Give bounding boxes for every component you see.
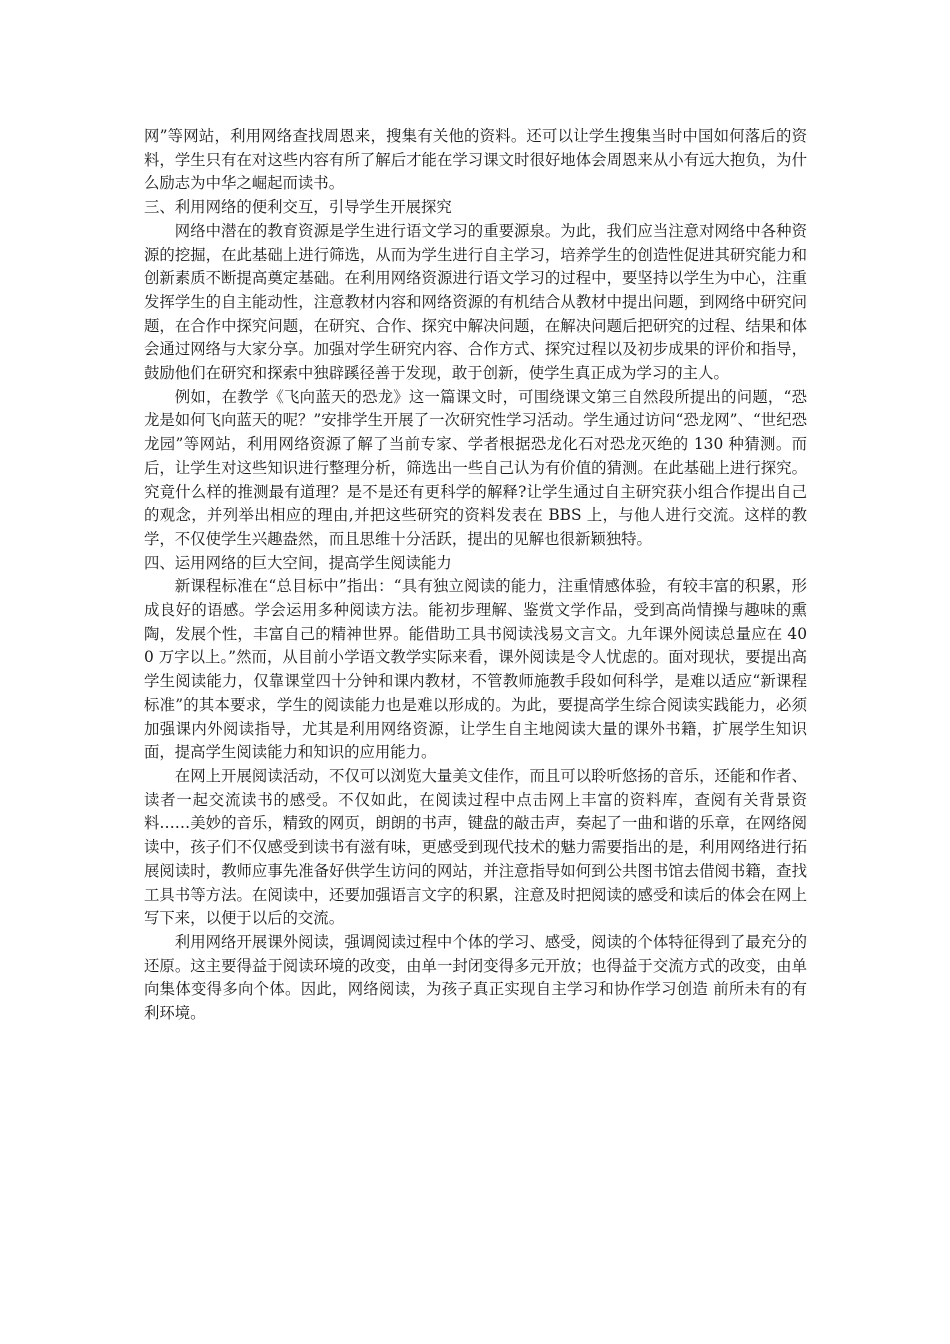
paragraph-extracurricular-reading: 利用网络开展课外阅读，强调阅读过程中个体的学习、感受，阅读的个体特征得到了最充分的还原。这主要得益于阅读环境的改变，由单一封闭变得多元开放；也得益于交流方式的改变，由单向集体变得多向个体。因此，网络阅读，为孩子真正实现自主学习和协作学习创造 前所未有的有利环境。 xyxy=(144,932,807,1023)
section-heading-4: 四、运用网络的巨大空间，提高学生阅读能力 xyxy=(144,553,452,572)
section-heading-3: 三、利用网络的便利交互，引导学生开展探究 xyxy=(144,198,452,217)
paragraph-online-reading: 在网上开展阅读活动，不仅可以浏览大量美文佳作，而且可以聆听悠扬的音乐，还能和作者、读者一起交流读书的感受。不仅如此，在阅读过程中点击网上丰富的资料库，查阅有关背景资料……美妙的音乐，精致的网页，朗朗的书声，键盘的敲击声，奏起了一曲和谐的乐章，在网络阅读中，孩子们不仅感受到读书有滋有味，更感受到现代技术的魅力需要指出的是，利用网络进行拓展阅读时，教师应事先准备好供学生访问的网站，并注意指导如何到公共图书馆去借阅书籍，查找工具书等方法。在阅读中，还要加强语言文字的积累，注意及时把阅读的感受和读后的体会在网上写下来，以便于以后的交流。 xyxy=(144,766,807,928)
paragraph-curriculum-standard: 新课程标准在“总目标中”指出：“具有独立阅读的能力，注重情感体验，有较丰富的积累，形成良好的语感。学会运用多种阅读方法。能初步理解、鉴赏文学作品，受到高尚情操与趣味的熏陶，发展个性，丰富自己的精神世界。能借助工具书阅读浅易文言文。九年课外阅读总量应在 400 万字以上。”然而，从目前小学语文教学实际来看，课外阅读是令人忧虑的。面对现状，要提出高学生阅读能力，仅靠课堂四十分钟和课内教材，不管教师施教手段如何科学，是难以适应“新课程标准”的其本要求，学生的阅读能力也是难以形成的。为此，要提高学生综合阅读实践能力，必须加强课内外阅读指导，尤其是利用网络资源，让学生自主地阅读大量的课外书籍，扩展学生知识面，提高学生阅读能力和知识的应用能力。 xyxy=(144,577,807,762)
document-page xyxy=(144,125,807,1026)
paragraph-continuation: 网”等网站，利用网络查找周恩来，搜集有关他的资料。还可以让学生搜集当时中国如何落后的资料，学生只有在对这些内容有所了解后才能在学习课文时很好地体会周恩来从小有远大抱负，为什么励志为中华之崛起而读书。 xyxy=(144,127,807,193)
paragraph-network-resources: 网络中潜在的教育资源是学生进行语文学习的重要源泉。为此，我们应当注意对网络中各种资源的挖掘，在此基础上进行筛选，从而为学生进行自主学习，培养学生的创造性促进其研究能力和创新素质不断提高奠定基础。在利用网络资源进行语文学习的过程中，要坚持以学生为中心，注重发挥学生的自主能动性，注意教材内容和网络资源的有机结合从教材中提出问题，到网络中研究问题，在合作中探究问题，在研究、合作、探究中解决问题，在解决问题后把研究的过程、结果和体会通过网络与大家分享。加强对学生研究内容、合作方式、探究过程以及初步成果的评价和指导，鼓励他们在研究和探索中独辟蹊径善于发现，敢于创新，使学生真正成为学习的主人。 xyxy=(144,221,807,383)
paragraph-dinosaur-example: 例如，在教学《飞向蓝天的恐龙》这一篇课文时，可围绕课文第三自然段所提出的问题，“恐龙是如何飞向蓝天的呢？”安排学生开展了一次研究性学习活动。学生通过访问“恐龙网”、“世纪恐龙园”等网站，利用网络资源了解了当前专家、学者根据恐龙化石对恐龙灭绝的 130 种猜测。而后，让学生对这些知识进行整理分析，筛选出一些自己认为有价值的猜测。在此基础上进行探究。究竟什么样的推测最有道理？是不是还有更科学的解释?让学生通过自主研究获小组合作提出自己的观念，并列举出相应的理由,并把这些研究的资料发表在 BBS 上，与他人进行交流。这样的教学，不仅使学生兴趣盎然，而且思维十分活跃，提出的见解也很新颖独特。 xyxy=(144,387,807,548)
